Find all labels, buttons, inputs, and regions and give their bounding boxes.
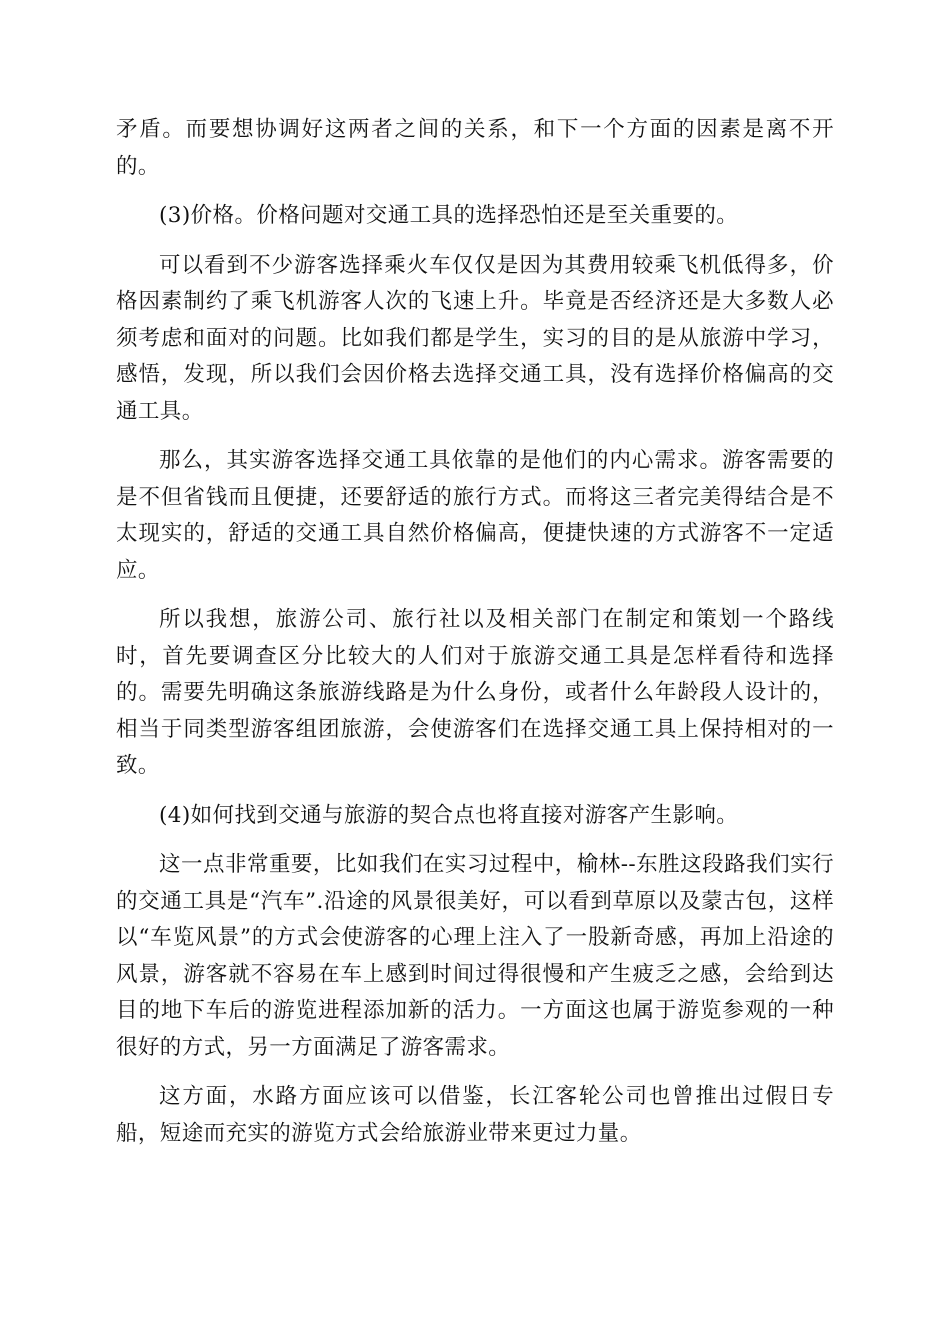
paragraph-waterway: 这方面，水路方面应该可以借鉴，长江客轮公司也曾推出过假日专船，短途而充实的游览方式会给旅游业带来更过力量。 xyxy=(116,1084,834,1146)
paragraph-fit-point-heading: (4)如何找到交通与旅游的契合点也将直接对游客产生影响。 xyxy=(159,802,739,828)
paragraph-route-planning: 所以我想，旅游公司、旅行社以及相关部门在制定和策划一个路线时，首先要调查区分比较大的人们对于旅游交通工具是怎样看待和选择的。需要先明确这条旅游线路是为什么身份，或者什么年龄段人设计的，相当于同类型游客组团旅游，会使游客们在选择交通工具上保持相对的一致。 xyxy=(116,607,834,778)
paragraph-price-heading: (3)价格。价格问题对交通工具的选择恐怕还是至关重要的。 xyxy=(159,203,739,228)
document-body xyxy=(116,112,834,1165)
paragraph-tourist-needs: 那么，其实游客选择交通工具依靠的是他们的内心需求。游客需要的是不但省钱而且便捷，还要舒适的旅行方式。而将这三者完美得结合是不太现实的，舒适的交通工具自然价格偏高，便捷快速的方式游客不一定适应。 xyxy=(116,448,834,583)
paragraph-continuation: 矛盾。而要想协调好这两者之间的关系，和下一个方面的因素是离不开的。 xyxy=(116,117,834,179)
paragraph-fit-point-detail: 这一点非常重要，比如我们在实习过程中，榆林--东胜这段路我们实行的交通工具是“汽车”.沿途的风景很美好，可以看到草原以及蒙古包，这样以“车览风景”的方式会使游客的心理上注入了一股新奇感，再加上沿途的风景，游客就不容易在车上感到时间过得很慢和产生疲乏之感，会给到达目的地下车后的游览进程添加新的活力。一方面这也属于游览参观的一种很好的方式，另一方面满足了游客需求。 xyxy=(116,852,834,1060)
paragraph-price-detail: 可以看到不少游客选择乘火车仅仅是因为其费用较乘飞机低得多，价格因素制约了乘飞机游客人次的飞速上升。毕竟是否经济还是大多数人必须考虑和面对的问题。比如我们都是学生，实习的目的是从旅游中学习，感悟，发现，所以我们会因价格去选择交通工具，没有选择价格偏高的交通工具。 xyxy=(116,252,834,424)
